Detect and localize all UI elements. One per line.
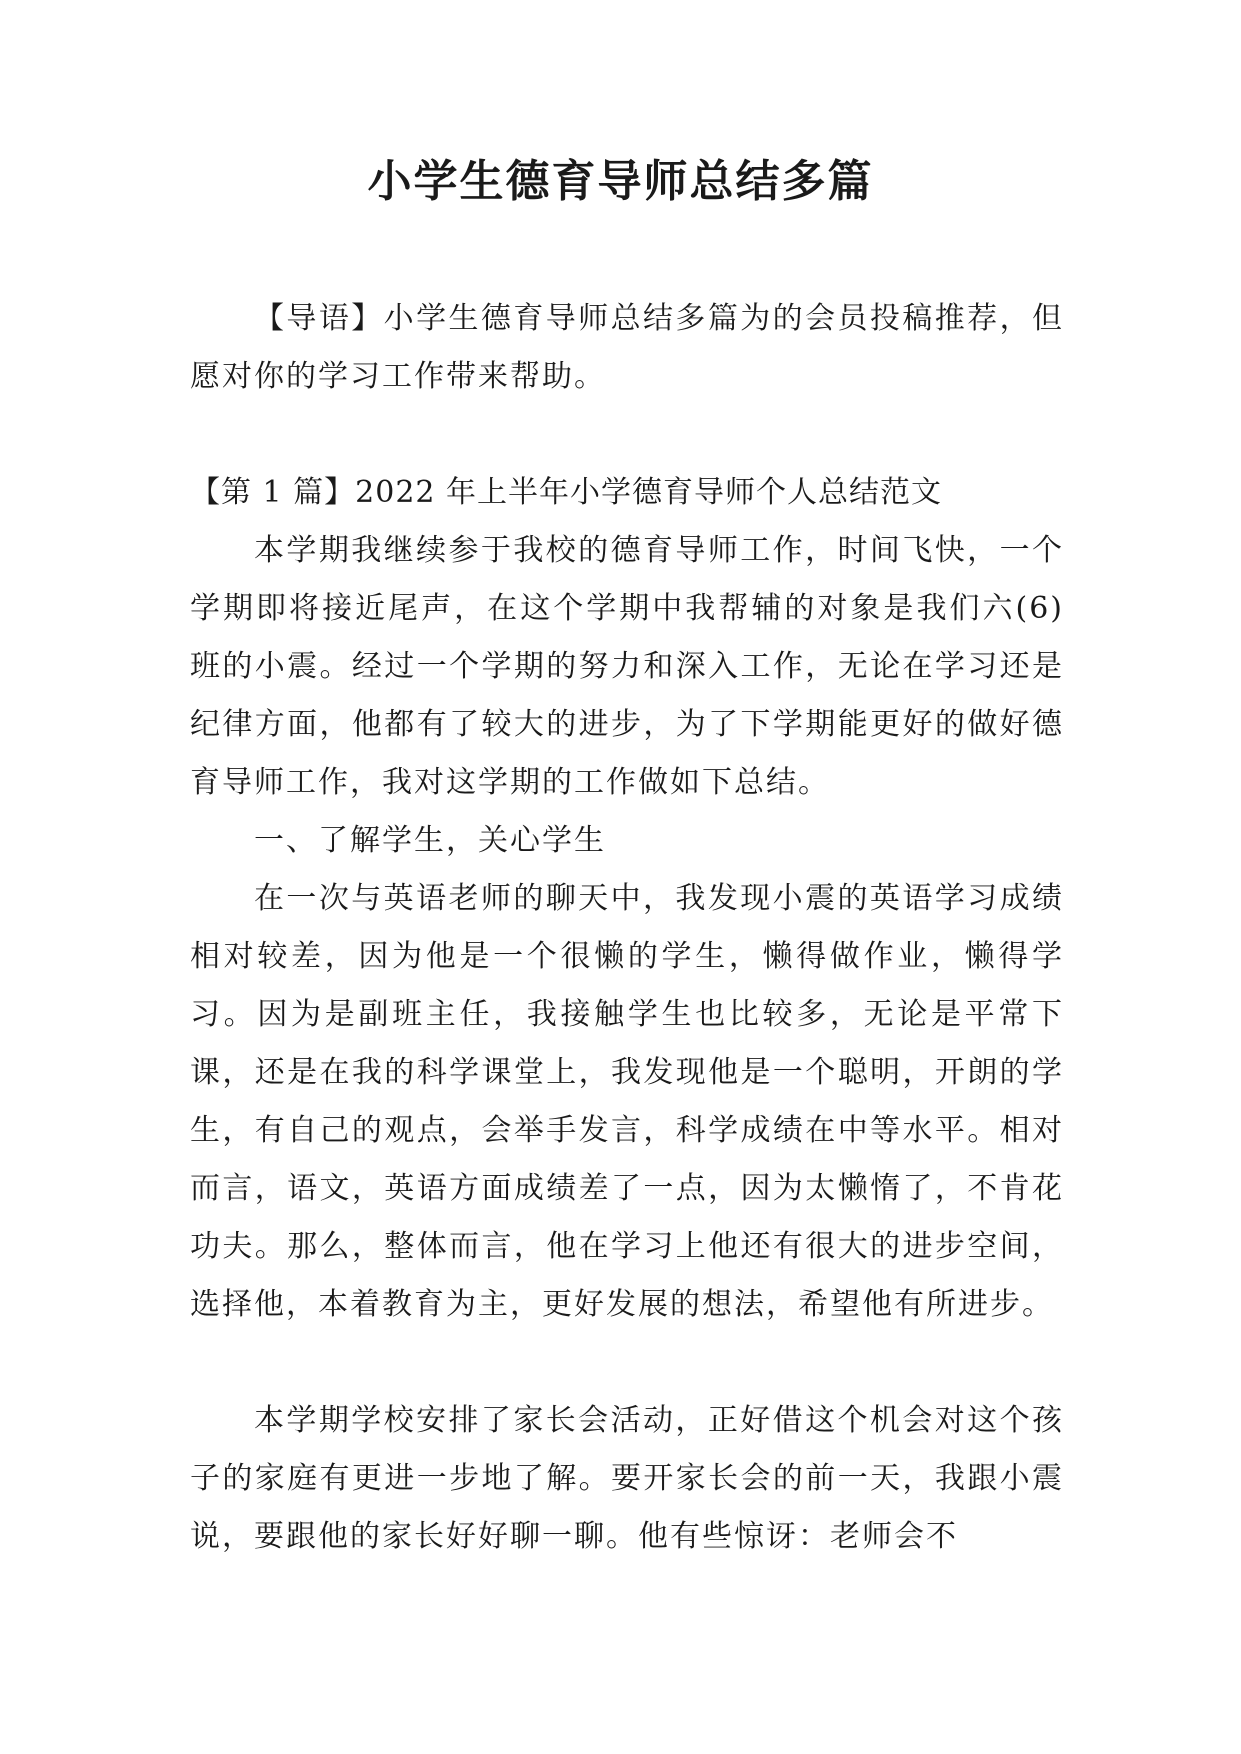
intro-paragraph: 【导语】小学生德育导师总结多篇为的会员投稿推荐，但愿对你的学习工作带来帮助。 (190, 301, 1064, 394)
document-title: 小学生德育导师总结多篇 (367, 156, 874, 207)
paragraph-2: 在一次与英语老师的聊天中，我发现小震的英语学习成绩相对较差，因为他是一个很懒的学生，懒得做作业，懒得学习。因为是副班主任，我接触学生也比较多，无论是平常下课，还是在我的科学课堂上，我发现他是一个聪明，开朗的学生，有自己的观点，会举手发言，科学成绩在中等水平。相对而言，语文，英语方面成绩差了一点，因为太懒惰了，不肯花功夫。那么，整体而言，他在学习上他还有很大的进步空间，选择他，本着教育为主，更好发展的想法，希望他有所进步。 (190, 881, 1064, 1322)
paragraph-1: 本学期我继续参于我校的德育导师工作，时间飞快，一个学期即将接近尾声，在这个学期中我帮辅的对象是我们六(6)班的小震。经过一个学期的努力和深入工作，无论在学习还是纪律方面，他都有了较大的进步，为了下学期能更好的做好德育导师工作，我对这学期的工作做如下总结。 (190, 533, 1064, 800)
paragraph-3: 本学期学校安排了家长会活动，正好借这个机会对这个孩子的家庭有更进一步地了解。要开家长会的前一天，我跟小震说，要跟他的家长好好聊一聊。他有些惊讶：老师会不 (190, 1403, 1064, 1554)
section-heading: 【第 1 篇】2022 年上半年小学德育导师个人总结范文 (190, 475, 943, 510)
sub-heading: 一、了解学生，关心学生 (254, 823, 606, 858)
